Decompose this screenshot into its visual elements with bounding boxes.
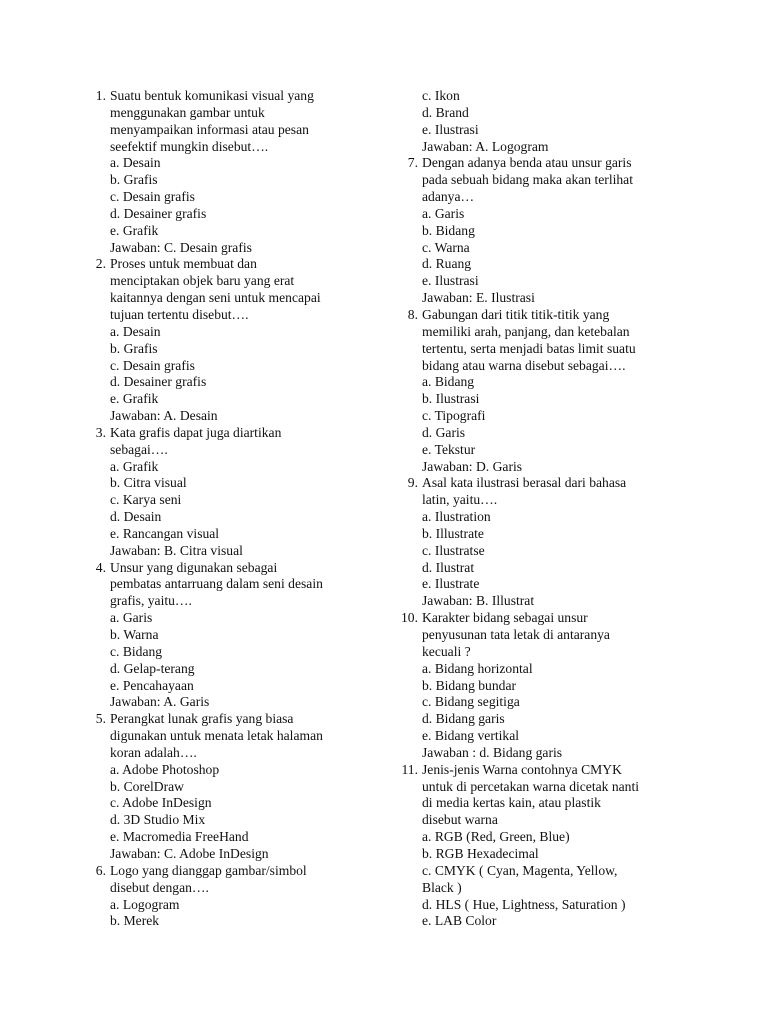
question-options [392,374,682,475]
question-10 [392,610,682,762]
question-number: 9. [407,475,418,491]
option: d. Ilustrat [422,559,475,575]
option: e. Tekstur [422,441,476,457]
question-stem [80,256,380,323]
option: b. Bidang bundar [422,677,517,693]
question-8 [392,307,682,475]
question-line: adanya… [422,189,475,205]
option: a. Bidang [422,374,475,390]
question-line: Suatu bentuk komunikasi visual yang [110,88,314,103]
left-column [80,88,380,930]
option: c. Adobe InDesign [110,795,212,811]
question-9 [392,475,682,610]
option: d. Garis [422,424,466,440]
option: d. Desainer grafis [110,374,207,390]
option: b. Citra visual [110,475,187,491]
option: c. Ilustratse [422,542,485,558]
option: a. RGB (Red, Green, Blue) [422,829,570,845]
question-3 [80,425,380,560]
question-options [392,206,682,307]
question-line: Asal kata ilustrasi berasal dari bahasa [422,475,627,491]
answer-key: Jawaban: C. Desain grafis [110,239,252,255]
question-line: disebut warna [422,812,498,828]
question-line: digunakan untuk menata letak halaman [110,728,323,744]
question-stem [80,711,380,762]
option: e. Bidang vertikal [422,728,520,744]
option: d. Desain [110,509,162,525]
option: c. Ikon [422,88,460,103]
question-line: Dengan adanya benda atau unsur garis [422,155,632,171]
question-stem [392,475,682,509]
answer-key: Jawaban : d. Bidang garis [422,744,563,760]
question-line: Karakter bidang sebagai unsur [422,610,588,626]
option: e. Ilustrate [422,576,480,592]
option: c. CMYK ( Cyan, Magenta, Yellow, [422,862,618,878]
option: c. Bidang segitiga [422,694,520,710]
answer-key: Jawaban: D. Garis [422,458,523,474]
option: c. Warna [422,239,470,255]
question-options [392,88,682,155]
option: b. Illustrate [422,525,484,541]
option: a. Grafik [110,458,159,474]
question-line: menyampaikan informasi atau pesan [110,121,309,137]
option: b. Ilustrasi [422,391,480,407]
question-7 [392,155,682,307]
question-options [80,897,380,931]
question-number: 8. [407,306,418,322]
option: e. Grafik [110,222,159,238]
question-number: 7. [407,155,418,171]
question-line: di media kertas kain, atau plastik [422,795,601,811]
question-line: bidang atau warna disebut sebagai…. [422,357,626,373]
question-stem [80,560,380,611]
question-stem [392,307,682,374]
question-number: 1. [95,88,106,103]
question-line: seefektif mungkin disebut…. [110,138,269,154]
option: e. Ilustrasi [422,121,479,137]
question-stem [80,88,380,155]
option: b. RGB Hexadecimal [422,845,539,861]
question-line: menggunakan gambar untuk [110,104,265,120]
option: a. Ilustration [422,509,491,525]
option: b. Grafis [110,340,158,356]
question-options [392,829,682,930]
option: c. Desain grafis [110,357,195,373]
question-options [80,459,380,560]
question-line: untuk di percetakan warna dicetak nanti [422,778,640,794]
option: a. Bidang horizontal [422,660,533,676]
question-line: kaitannya dengan seni untuk mencapai [110,290,321,306]
option: b. Bidang [422,222,475,238]
option: e. Rancangan visual [110,525,220,541]
question-6-continued [392,88,682,155]
question-11 [392,762,682,930]
right-column [392,88,682,930]
option: a. Adobe Photoshop [110,761,220,777]
option: e. Pencahayaan [110,677,194,693]
option: Black ) [422,879,462,895]
question-stem [80,425,380,459]
option: d. Brand [422,104,469,120]
option: e. Macromedia FreeHand [110,829,249,845]
option: c. Desain grafis [110,189,195,205]
question-number: 5. [95,711,106,727]
option: d. HLS ( Hue, Lightness, Saturation ) [422,896,626,912]
answer-key: Jawaban: B. Citra visual [110,542,243,558]
question-options [392,509,682,610]
question-line: grafis, yaitu…. [110,593,192,609]
answer-key: Jawaban: A. Garis [110,694,210,710]
question-line: pada sebuah bidang maka akan terlihat [422,172,633,188]
question-line: memiliki arah, panjang, dan ketebalan [422,323,630,339]
option: a. Garis [110,610,153,626]
question-options [80,324,380,425]
option: c. Karya seni [110,492,182,508]
question-number: 3. [95,424,106,440]
option: c. Bidang [110,643,163,659]
question-number: 4. [95,559,106,575]
option: d. Bidang garis [422,711,505,727]
question-options [80,155,380,256]
question-line: penyusunan tata letak di antaranya [422,627,610,642]
option: a. Desain [110,323,161,339]
question-line: tertentu, serta menjadi batas limit suatu [422,340,636,356]
question-options [80,762,380,863]
question-5 [80,711,380,863]
question-6 [80,863,380,930]
question-number: 11. [401,761,418,777]
option: a. Garis [422,205,465,221]
option: d. Gelap-terang [110,660,195,676]
question-stem [392,610,682,661]
option: d. Ruang [422,256,472,272]
question-stem [80,863,380,897]
question-4 [80,560,380,712]
question-number: 6. [95,862,106,878]
option: d. 3D Studio Mix [110,812,206,828]
option: c. Tipografi [422,408,486,424]
option: b. Grafis [110,172,158,188]
option: e. Grafik [110,391,159,407]
question-line: Logo yang dianggap gambar/simbol [110,862,307,878]
question-line: Proses untuk membuat dan [110,256,257,272]
option: a. Logogram [110,896,180,912]
question-2 [80,256,380,424]
question-options [392,661,682,762]
answer-key: Jawaban: C. Adobe InDesign [110,845,269,861]
option: b. Warna [110,627,159,642]
question-line: Jenis-jenis Warna contohnya CMYK [422,761,622,777]
question-line: Perangkat lunak grafis yang biasa [110,711,294,727]
option: e. Ilustrasi [422,273,479,289]
question-line: Unsur yang digunakan sebagai [110,559,278,575]
question-1 [80,88,380,256]
question-line: tujuan tertentu disebut…. [110,306,249,322]
option: b. CorelDraw [110,778,184,794]
question-stem [392,762,682,829]
option: d. Desainer grafis [110,205,207,221]
question-line: disebut dengan…. [110,879,209,895]
option: e. LAB Color [422,913,497,929]
question-line: Kata grafis dapat juga diartikan [110,424,282,440]
answer-key: Jawaban: A. Logogram [422,138,549,154]
question-line: koran adalah…. [110,744,197,760]
question-number: 2. [95,256,106,272]
question-number: 10. [401,610,418,626]
question-line: pembatas antarruang dalam seni desain [110,576,323,592]
question-options [80,610,380,711]
question-line: kecuali ? [422,643,471,659]
question-line: sebagai…. [110,441,168,457]
question-line: Gabungan dari titik titik-titik yang [422,306,610,322]
question-line: latin, yaitu…. [422,492,498,508]
answer-key: Jawaban: B. Illustrat [422,593,535,609]
answer-key: Jawaban: A. Desain [110,408,218,424]
answer-key: Jawaban: E. Ilustrasi [422,290,535,306]
question-line: menciptakan objek baru yang erat [110,273,295,289]
option: b. Merek [110,913,160,929]
question-stem [392,155,682,206]
option: a. Desain [110,155,161,171]
